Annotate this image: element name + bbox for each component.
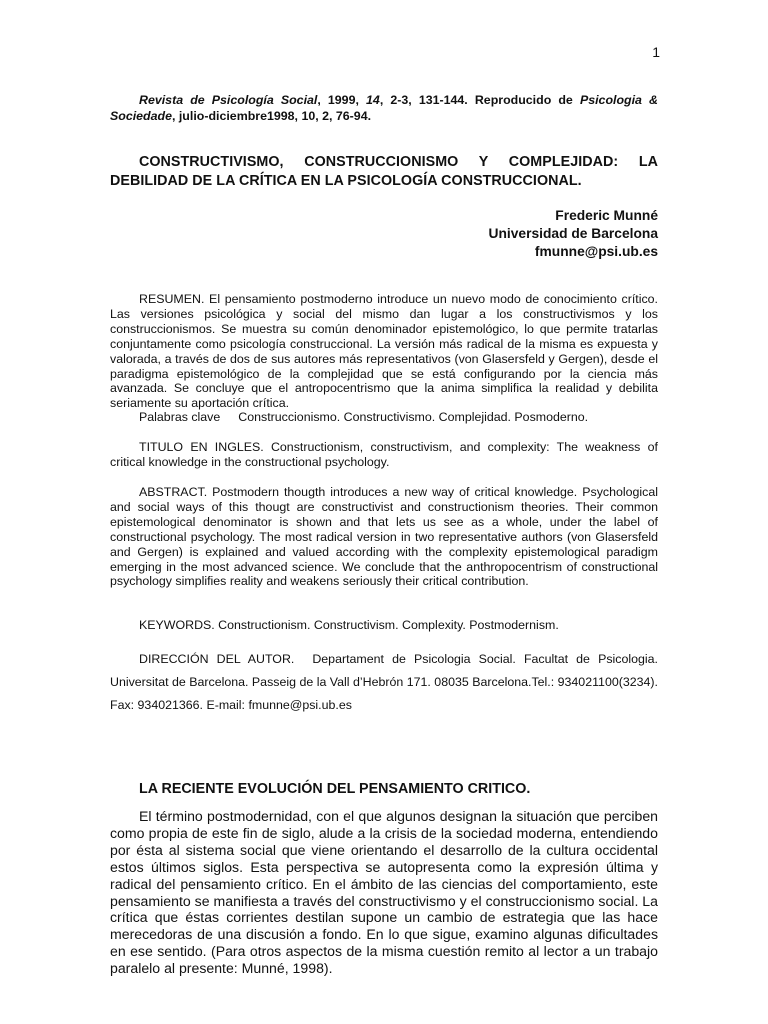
abstract-text: ABSTRACT. Postmodern thougth introduces a new way of critical knowledge. Psychological and social ways of this thougt are constructivist and constructionism theories. Their common epistemological denominator is shown and that lets us see as a whole, under the label of constructional psychology. The most radical version in two representative authors (von Glasersfeld and Gergen) is explained and valued according with the complexity epistemological paradigm emerging in the most advanced science. We conclude that the anthropocentrism of constructional psychology simplifies reality and weakens seriously their critical contribution. — [110, 485, 658, 589]
palabras-clave-label: Palabras clave — [139, 410, 221, 424]
citation-details-3: , julio-diciembre1998, 10, 2, 76-94. — [171, 109, 372, 123]
page-number: 1 — [652, 44, 660, 60]
address-value: Departament de Psicologia Social. Facultat de Psicologia. Universitat de Barcelona. Passeig de la Vall d’Hebrón 171. 08035 Barcelona.Tel.: 934021100(3234). Fax: 934021366. E-mail: fmunne@psi.ub.es — [110, 652, 658, 712]
author-affiliation: Universidad de Barcelona — [488, 226, 658, 241]
citation-details-1: , 1999, — [317, 93, 367, 107]
citation-details-2: , 2-3, 131-144. Reproducido de — [379, 93, 580, 107]
resumen-section — [110, 292, 658, 411]
citation-reproduced-in: Psicologia & Sociedade — [110, 93, 658, 123]
titulo-ingles-section — [110, 440, 658, 470]
keywords-english: KEYWORDS. Constructionism. Constructivism. Complexity. Postmodernism. — [139, 618, 559, 632]
author-name: Frederic Munné — [555, 208, 658, 223]
palabras-clave-value: Construccionismo. Constructivismo. Complejidad. Posmoderno. — [238, 410, 589, 424]
abstract-section — [110, 485, 658, 589]
citation-volume: 14 — [366, 93, 380, 107]
address-label: DIRECCIÓN DEL AUTOR. — [139, 652, 295, 666]
author-address — [110, 648, 658, 717]
author-email: fmunne@psi.ub.es — [534, 244, 658, 259]
section-heading: LA RECIENTE EVOLUCIÓN DEL PENSAMIENTO CRITICO. — [139, 781, 531, 797]
resumen-text: RESUMEN. El pensamiento postmoderno introduce un nuevo modo de conocimiento crítico. Las versiones psicológica y social del mismo dan lugar a los constructivismos y los construccionismos. Se muestra su común denominador epistemológico, lo que permite tratarlas conjuntamente como psicología construccional. La versión más radical de la misma es expuesta y valorada, a través de dos de sus autores más representativos (von Glasersfeld y Gergen), desde el paradigma epistemológico de la complejidad que se está configurando por la ciencia más avanzada. Se concluye que el antropocentrismo que la anima simplifica la realidad y debilita seriamente su aportación crítica. — [110, 292, 658, 411]
paper-title: CONSTRUCTIVISMO, CONSTRUCCIONISMO Y COMPLEJIDAD: LA DEBILIDAD DE LA CRÍTICA EN LA PSICOLOGÍA CONSTRUCCIONAL. — [110, 154, 658, 189]
body-paragraph: El término postmodernidad, con el que algunos designan la situación que perciben como propia de este fin de siglo, alude a la crisis de la sociedad moderna, entendiendo por ésta al sistema social que viene orientando el desarrollo de la cultura occidental estos últimos siglos. Esta perspectiva se autopresenta como la expresión última y radical del pensamiento crítico. En el ámbito de las ciencias del comportamiento, este pensamiento se manifiesta a través del constructivismo y el construccionismo social. La crítica que éstas corrientes destilan supone un cambio de estrategia que las hace merecedoras de una discusión a fondo. En lo que sigue, examino algunas dificultades en ese sentido. (Para otros aspectos de la misma cuestión remito al lector a un trabajo paralelo al presente: Munné, 1998). — [110, 808, 658, 977]
palabras-clave — [139, 410, 588, 425]
citation-journal: Revista de Psicología Social — [139, 93, 318, 107]
titulo-ingles-text: TITULO EN INGLES. Constructionism, constructivism, and complexity: The weakness of critical knowledge in the constructional psychology. — [110, 440, 658, 469]
journal-citation — [110, 92, 658, 124]
author-block — [380, 207, 658, 261]
